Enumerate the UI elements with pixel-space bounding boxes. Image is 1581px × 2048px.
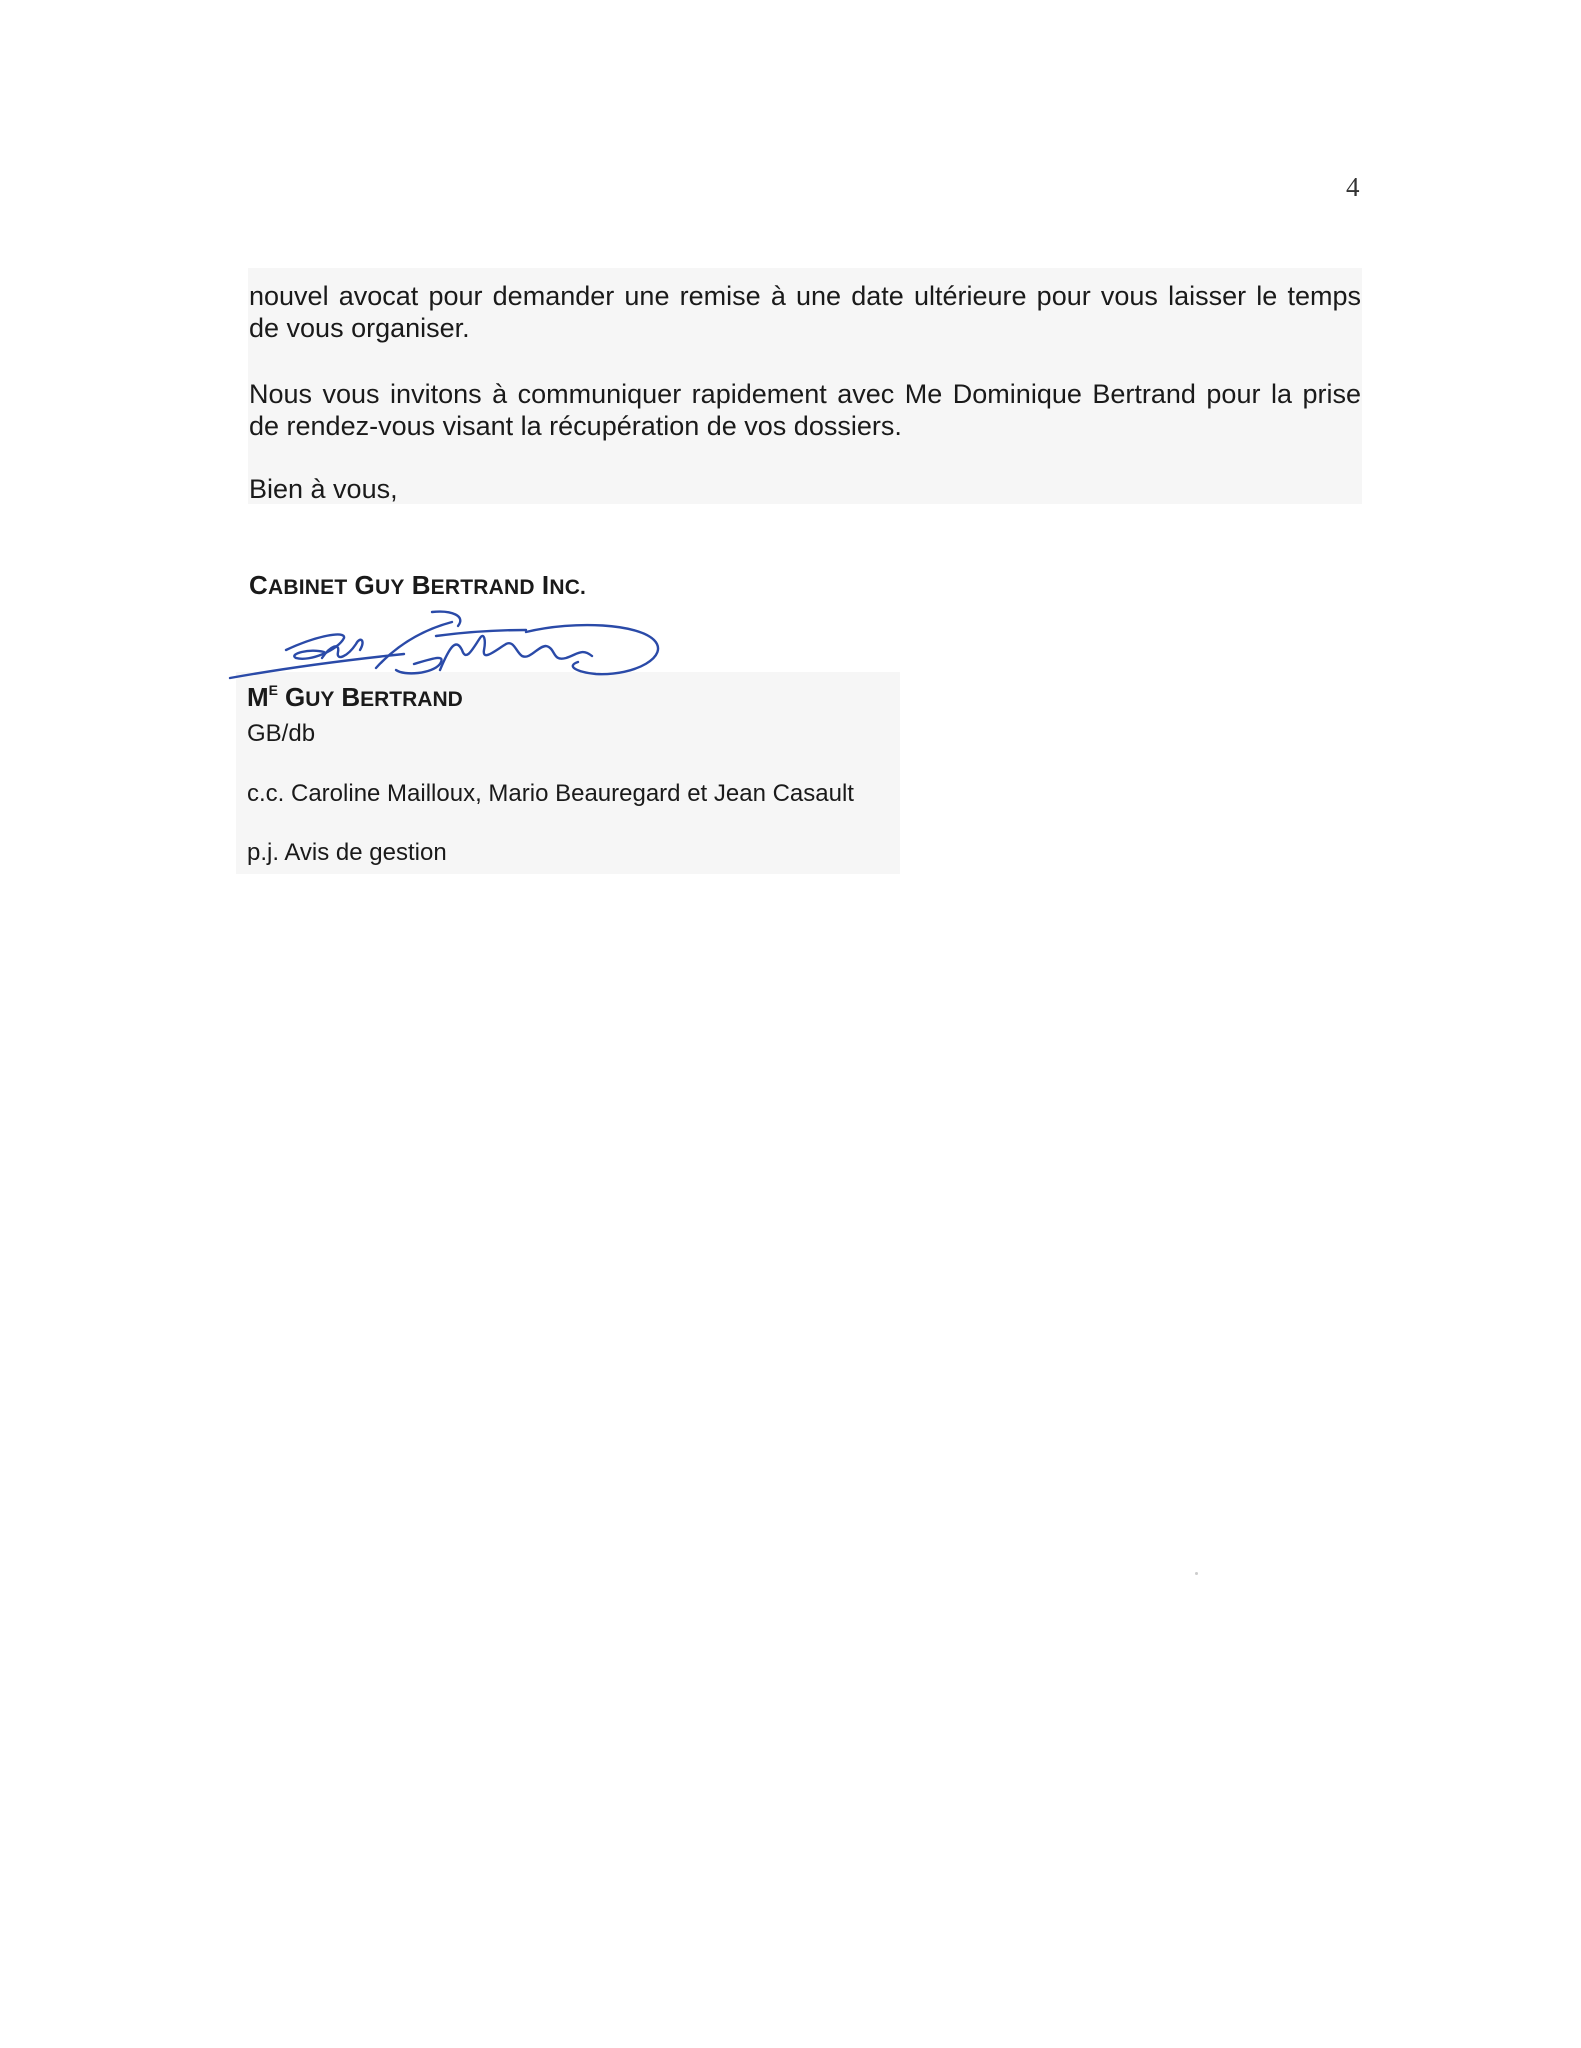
closing-salutation: Bien à vous,: [249, 474, 398, 504]
signer-name: $M^E$ GUY BERTRAND: [247, 681, 463, 712]
carbon-copy-line: c.c. Caroline Mailloux, Mario Beauregard et Jean Casault: [247, 780, 854, 807]
scan-speck: [1195, 1572, 1198, 1575]
page-number: 4: [1346, 172, 1360, 202]
firm-name: CABINET GUY BERTRAND INC.: [249, 570, 587, 600]
body-paragraph-2: Nous vous invitons à communiquer rapidement avec Me Dominique Bertrand pour la prise de rendez-vous visant la récupération de vos dossiers.: [249, 379, 1361, 441]
attachments-line: p.j. Avis de gestion: [247, 839, 447, 866]
body-paragraph-1: nouvel avocat pour demander une remise à une date ultérieure pour vous laisser le temps de vous organiser.: [249, 281, 1361, 343]
handwritten-signature: [226, 606, 686, 686]
reference-initials: GB/db: [247, 720, 316, 747]
